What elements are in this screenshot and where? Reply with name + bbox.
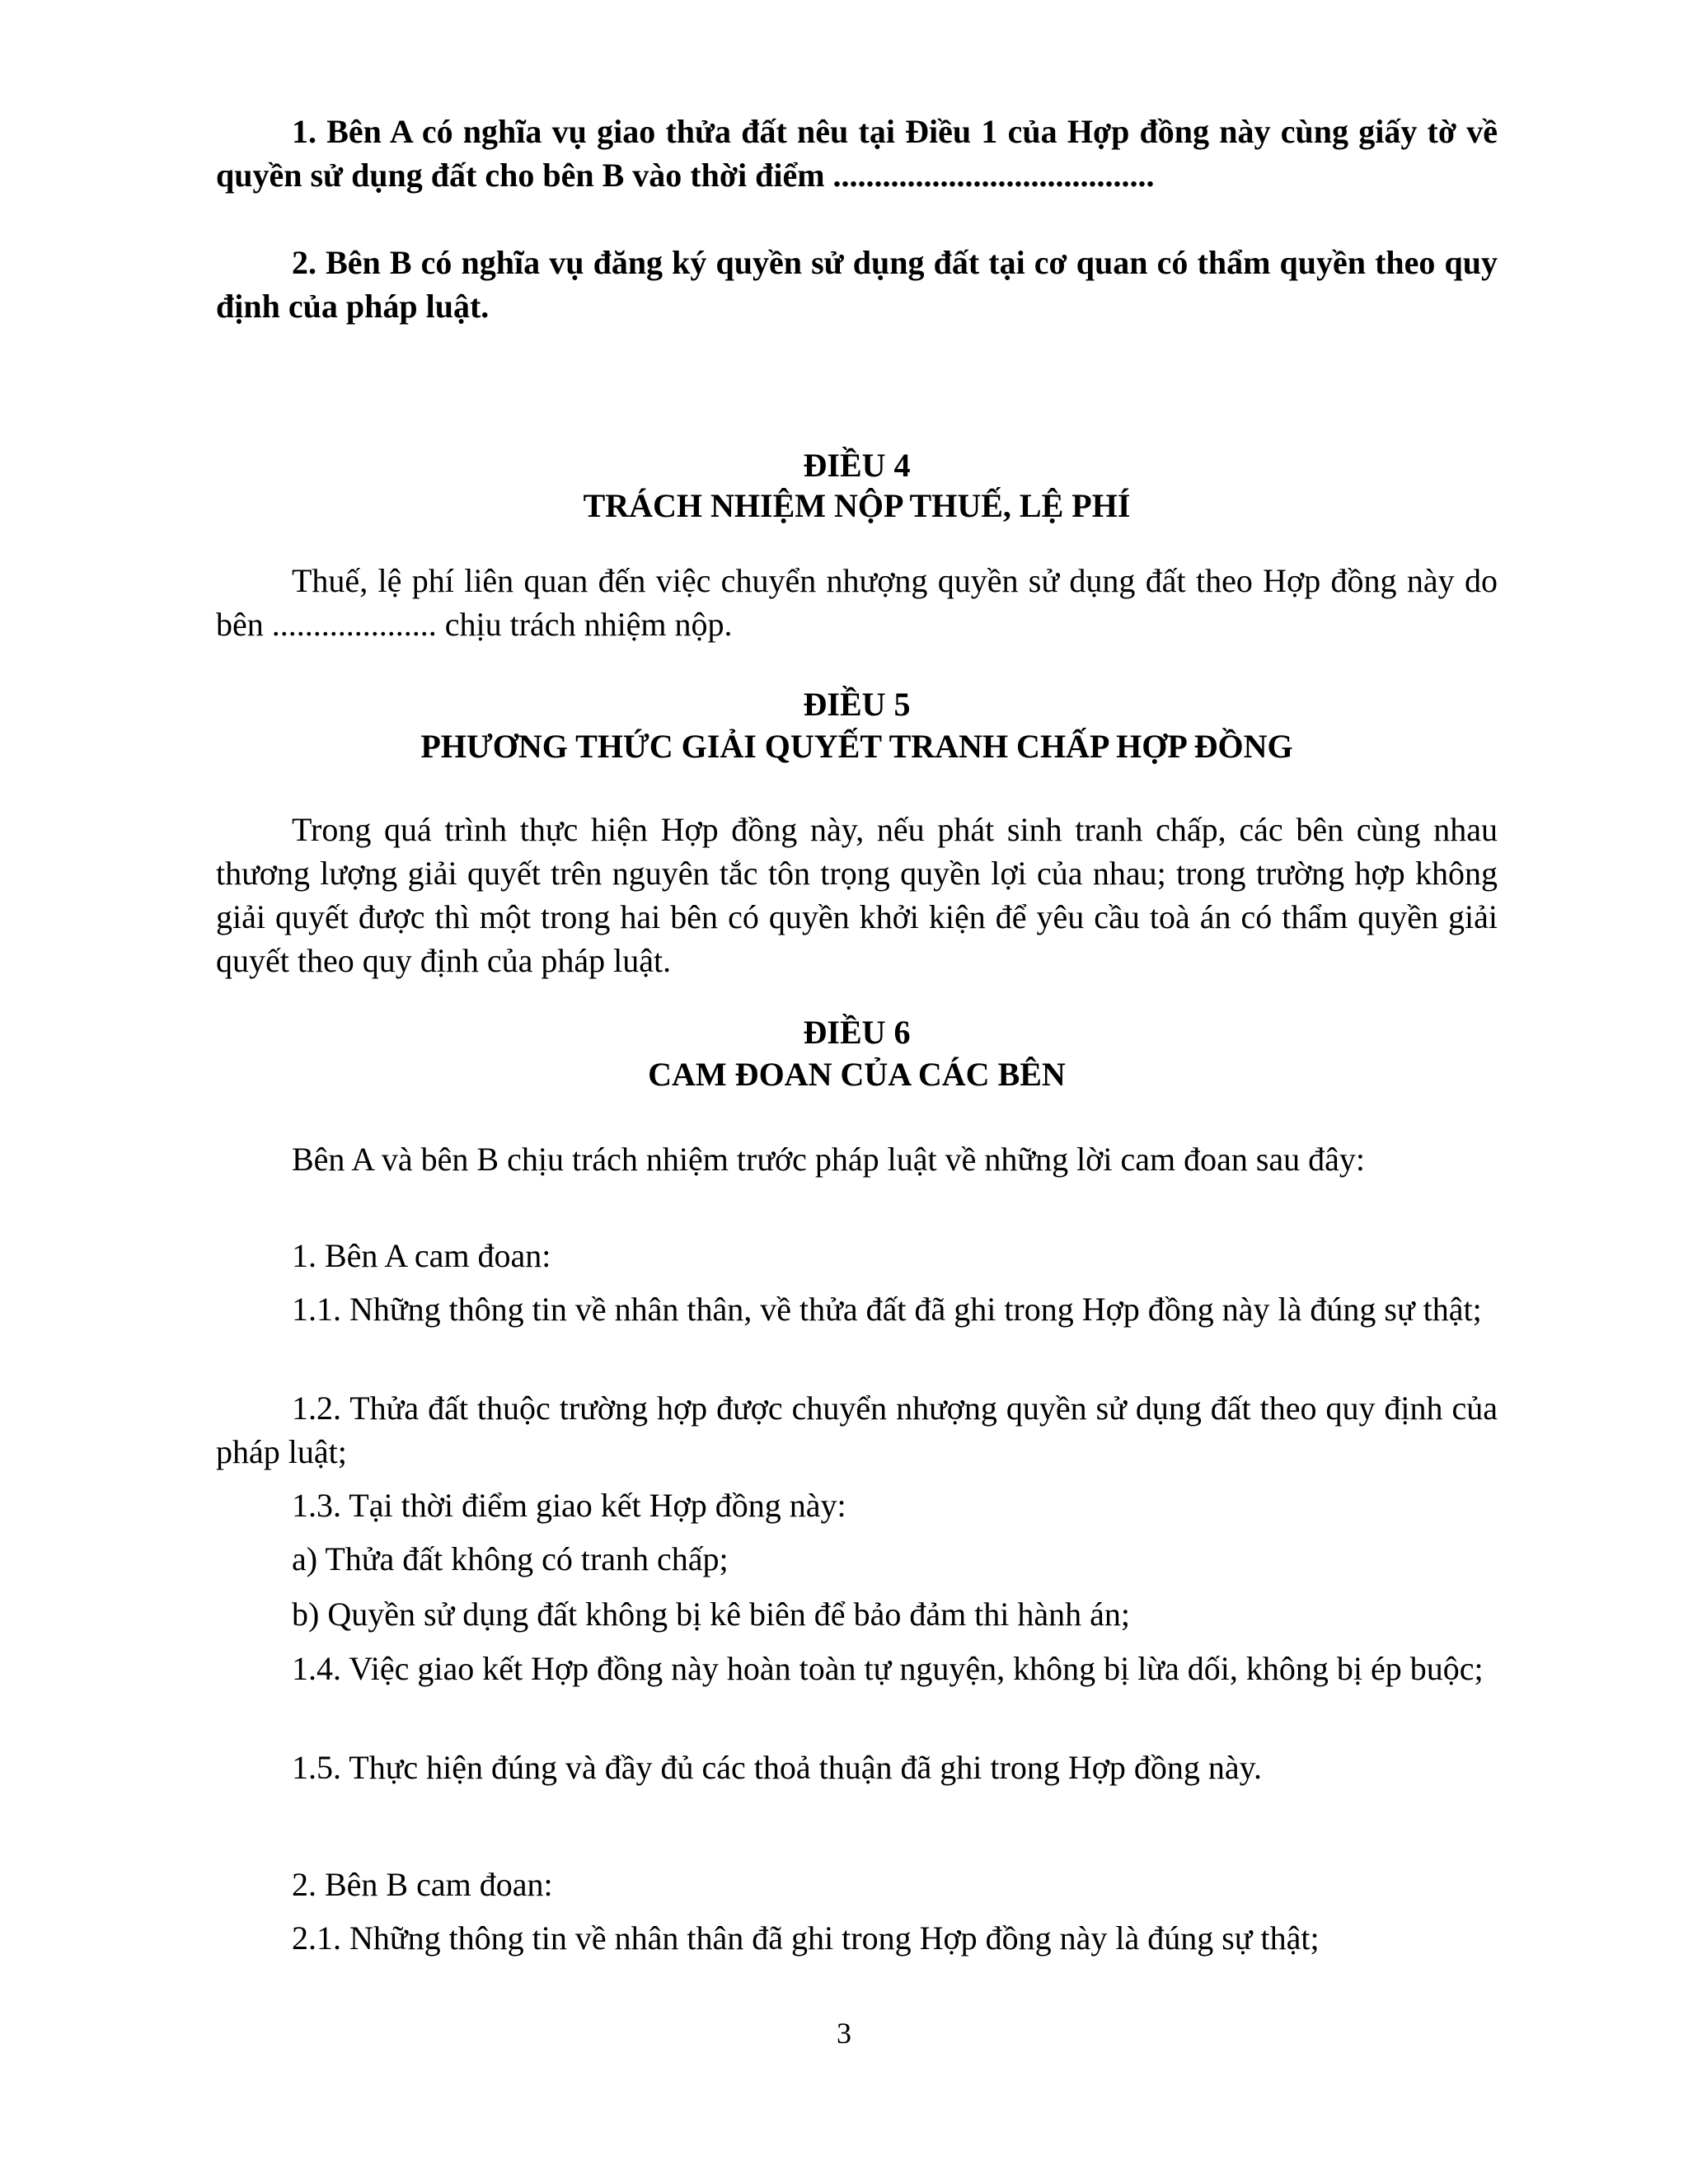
party-a-heading: 1. Bên A cam đoan:: [292, 1237, 551, 1274]
party-a-item: a) Thửa đất không có tranh chấp;: [292, 1540, 729, 1577]
article5-number: ĐIỀU 5: [803, 686, 911, 723]
party-a-item: 1.4. Việc giao kết Hợp đồng này hoàn toàn tự nguyện, không bị lừa dối, không bị ép buộc;: [292, 1650, 1484, 1687]
party-b-heading: 2. Bên B cam đoan:: [292, 1866, 553, 1903]
article4-title: TRÁCH NHIỆM NỘP THUẾ, LỆ PHÍ: [583, 487, 1131, 524]
article4-number: ĐIỀU 4: [803, 447, 911, 484]
party-a-item: 1.2. Thửa đất thuộc trường hợp được chuyển nhượng quyền sử dụng đất theo quy định của pháp luật;: [216, 1390, 1498, 1470]
article6-number: ĐIỀU 6: [803, 1014, 911, 1051]
party-a-item: 1.1. Những thông tin về nhân thân, về thửa đất đã ghi trong Hợp đồng này là đúng sự thật;: [292, 1291, 1482, 1328]
party-b-item: 2.1. Những thông tin về nhân thân đã ghi trong Hợp đồng này là đúng sự thật;: [292, 1919, 1320, 1957]
party-a-item: 1.3. Tại thời điểm giao kết Hợp đồng này:: [292, 1487, 846, 1524]
article5-title: PHƯƠNG THỨC GIẢI QUYẾT TRANH CHẤP HỢP ĐỒNG: [420, 728, 1293, 765]
article3-clause-1: 1. Bên A có nghĩa vụ giao thửa đất nêu tại Điều 1 của Hợp đồng này cùng giấy tờ về quyền sử dụng đất cho bên B vào thời điểm .......................................: [216, 113, 1498, 194]
party-a-item: 1.5. Thực hiện đúng và đầy đủ các thoả thuận đã ghi trong Hợp đồng này.: [292, 1749, 1263, 1786]
page-number: 3: [837, 2017, 851, 2050]
article6-intro: Bên A và bên B chịu trách nhiệm trước pháp luật về những lời cam đoan sau đây:: [292, 1141, 1366, 1178]
article3-clause-2: 2. Bên B có nghĩa vụ đăng ký quyền sử dụng đất tại cơ quan có thẩm quyền theo quy định của pháp luật.: [216, 244, 1498, 325]
article6-title: CAM ĐOAN CỦA CÁC BÊN: [648, 1056, 1066, 1093]
article4-body: Thuế, lệ phí liên quan đến việc chuyển nhượng quyền sử dụng đất theo Hợp đồng này do bên .................... chịu trách nhiệm nộp.: [216, 562, 1498, 643]
party-a-item: b) Quyền sử dụng đất không bị kê biên để bảo đảm thi hành án;: [292, 1596, 1131, 1633]
article5-body: Trong quá trình thực hiện Hợp đồng này, nếu phát sinh tranh chấp, các bên cùng nhau thương lượng giải quyết trên nguyên tắc tôn trọng quyền lợi của nhau; trong trường hợp không giải quyết được thì một trong hai bên có quyền khởi kiện để yêu cầu toà án có thẩm quyền giải quyết theo quy định của pháp luật.: [216, 811, 1498, 979]
